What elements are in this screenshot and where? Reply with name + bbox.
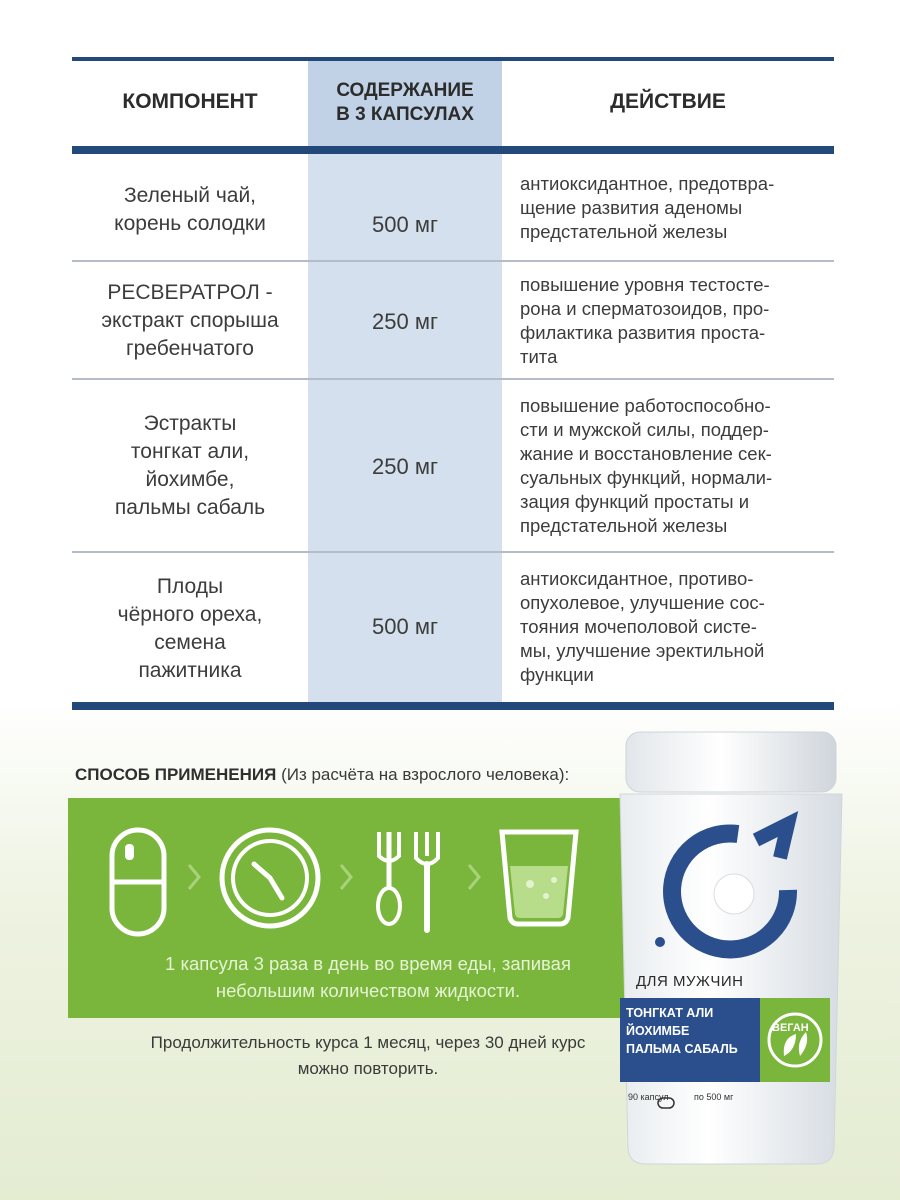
product-bottle-image	[612, 728, 852, 1168]
chevron-right-icon	[338, 862, 354, 892]
bottle-for-men-text: ДЛЯ МУЖЧИН	[636, 973, 744, 990]
usage-heading-title: СПОСОБ ПРИМЕНЕНИЯ	[75, 765, 277, 784]
chevron-right-icon	[186, 862, 202, 892]
capsule-icon	[108, 826, 168, 938]
table-header-rule	[72, 146, 834, 154]
header-action: ДЕЙСТВИЕ	[610, 90, 726, 113]
usage-dosage-text: 1 капсула 3 раза в день во время еды, запивая небольшим количеством жидкости.	[165, 953, 571, 1001]
row4-action: антиоксидантное, противо- опухолевое, улучшение сос- тояния мочеполовой систе- мы, улучшение эректильной функции	[520, 568, 765, 685]
bottle-capsule-count: 90 капсул	[628, 1092, 669, 1102]
row4-component: Плоды чёрного ореха, семена пажитника	[117, 575, 263, 682]
chevron-right-icon	[466, 862, 482, 892]
row-divider	[72, 378, 834, 380]
header-component: КОМПОНЕНТ	[122, 90, 258, 113]
row4-amount: 500 мг	[372, 614, 438, 639]
row-divider	[72, 551, 834, 553]
usage-heading	[75, 765, 569, 785]
row2-action: повышение уровня тестосте- рона и сперматозоидов, про- филактика развития проста- тита	[520, 274, 770, 367]
row3-component: Эстракты тонгкат али, йохимбе, пальмы сабаль	[114, 412, 266, 519]
table-top-rule	[72, 57, 834, 61]
header-content: СОДЕРЖАНИЕ В 3 КАПСУЛАХ	[336, 80, 474, 125]
bottle-ingredient-3: ПАЛЬМА САБАЛЬ	[626, 1042, 738, 1056]
bottle-ingredient-1: ТОНГКАТ АЛИ	[626, 1006, 714, 1020]
row3-amount: 250 мг	[372, 454, 438, 479]
row-divider	[72, 260, 834, 262]
row2-amount: 250 мг	[372, 309, 438, 334]
clock-icon	[218, 826, 322, 930]
course-duration-text: Продолжительность курса 1 месяц, через 30 дней курс можно повторить.	[150, 1033, 586, 1078]
usage-heading-note: (Из расчёта на взрослого человека):	[276, 765, 570, 784]
glass-icon	[496, 826, 582, 930]
row2-component: РЕСВЕРАТРОЛ - экстракт спорыша гребенчатого	[101, 281, 279, 360]
bottle-ingredient-2: ЙОХИМБЕ	[626, 1024, 690, 1038]
row1-amount: 500 мг	[372, 212, 438, 237]
row3-action: повышение работоспособно- сти и мужской силы, поддер- жание и восстановление сек- суальных функций, нормали- зация функций простаты и предстательной железы	[520, 395, 773, 536]
table-bottom-rule	[72, 702, 834, 710]
bottle-capsule-dose: по 500 мг	[694, 1092, 734, 1102]
bottle-ingredients	[626, 1004, 738, 1058]
row1-component: Зеленый чай, корень солодки	[114, 184, 266, 235]
cutlery-icon	[372, 826, 446, 936]
vegan-badge: ВЕГАН	[772, 1022, 809, 1034]
content-column-bg	[308, 61, 502, 702]
row1-action: антиоксидантное, предотвра- щение развития аденомы предстательной железы	[520, 173, 775, 242]
